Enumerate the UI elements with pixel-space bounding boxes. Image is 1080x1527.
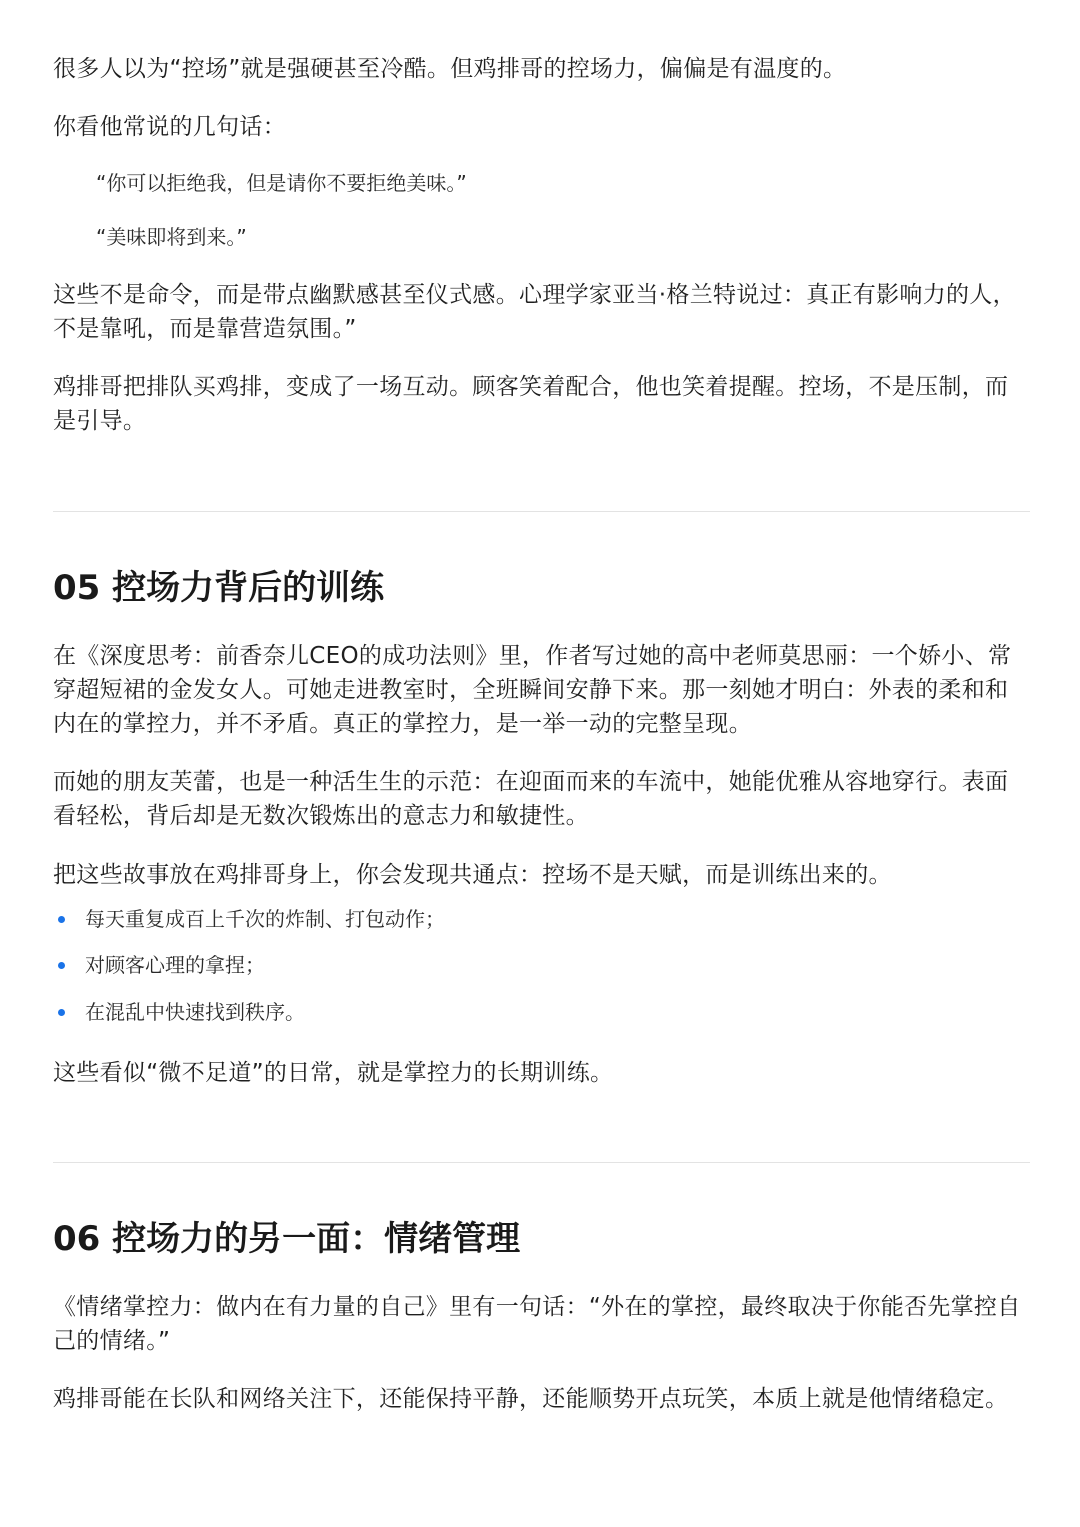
paragraph: 很多人以为“控场”就是强硬甚至冷酷。但鸡排哥的控场力，偏偏是有温度的。 bbox=[53, 56, 847, 82]
section-divider bbox=[53, 1162, 1030, 1163]
section-heading: 05 控场力背后的训练 bbox=[53, 568, 385, 608]
paragraph: 鸡排哥能在长队和网络关注下，还能保持平静，还能顺势开点玩笑，本质上就是他情绪稳定。 bbox=[53, 1386, 1009, 1412]
list-item bbox=[58, 997, 305, 1027]
paragraph: 在《深度思考：前香奈儿CEO的成功法则》里，作者写过她的高中老师莫思丽：一个娇小、常穿超短裙的金发女人。可她走进教室时，全班瞬间安静下来。那一刻她才明白：外表的柔和和内在的掌控力，并不矛盾。真正的掌控力，是一举一动的完整呈现。 bbox=[53, 643, 1012, 737]
quote: “美味即将到来。” bbox=[96, 225, 247, 249]
paragraph: 而她的朋友芙蕾，也是一种活生生的示范：在迎面而来的车流中，她能优雅从容地穿行。表面看轻松，背后却是无数次锻炼出的意志力和敏捷性。 bbox=[53, 769, 1009, 829]
paragraph: 把这些故事放在鸡排哥身上，你会发现共通点：控场不是天赋，而是训练出来的。 bbox=[53, 862, 892, 888]
bullet-dot-icon bbox=[58, 1009, 65, 1016]
paragraph: 你看他常说的几句话： bbox=[53, 114, 286, 140]
section-heading: 06 控场力的另一面：情绪管理 bbox=[53, 1219, 521, 1259]
paragraph: 《情绪掌控力：做内在有力量的自己》里有一句话：“外在的掌控，最终取决于你能否先掌控自己的情绪。” bbox=[53, 1294, 1021, 1354]
paragraph: 这些不是命令，而是带点幽默感甚至仪式感。心理学家亚当·格兰特说过：真正有影响力的人，不是靠吼，而是靠营造氛围。” bbox=[53, 282, 1016, 342]
quote: “你可以拒绝我，但是请你不要拒绝美味。” bbox=[96, 171, 467, 195]
paragraph: 这些看似“微不足道”的日常，就是掌控力的长期训练。 bbox=[53, 1060, 614, 1086]
list-item-text: 在混乱中快速找到秩序。 bbox=[85, 1000, 305, 1024]
bullet-dot-icon bbox=[58, 962, 65, 969]
list-item-text: 每天重复成百上千次的炸制、打包动作； bbox=[85, 907, 445, 931]
section-divider bbox=[53, 511, 1030, 512]
list-item bbox=[58, 904, 445, 934]
paragraph: 鸡排哥把排队买鸡排，变成了一场互动。顾客笑着配合，他也笑着提醒。控场，不是压制，而是引导。 bbox=[53, 374, 1009, 434]
bullet-dot-icon bbox=[58, 916, 65, 923]
list-item bbox=[58, 950, 265, 980]
list-item-text: 对顾客心理的拿捏； bbox=[85, 953, 265, 977]
